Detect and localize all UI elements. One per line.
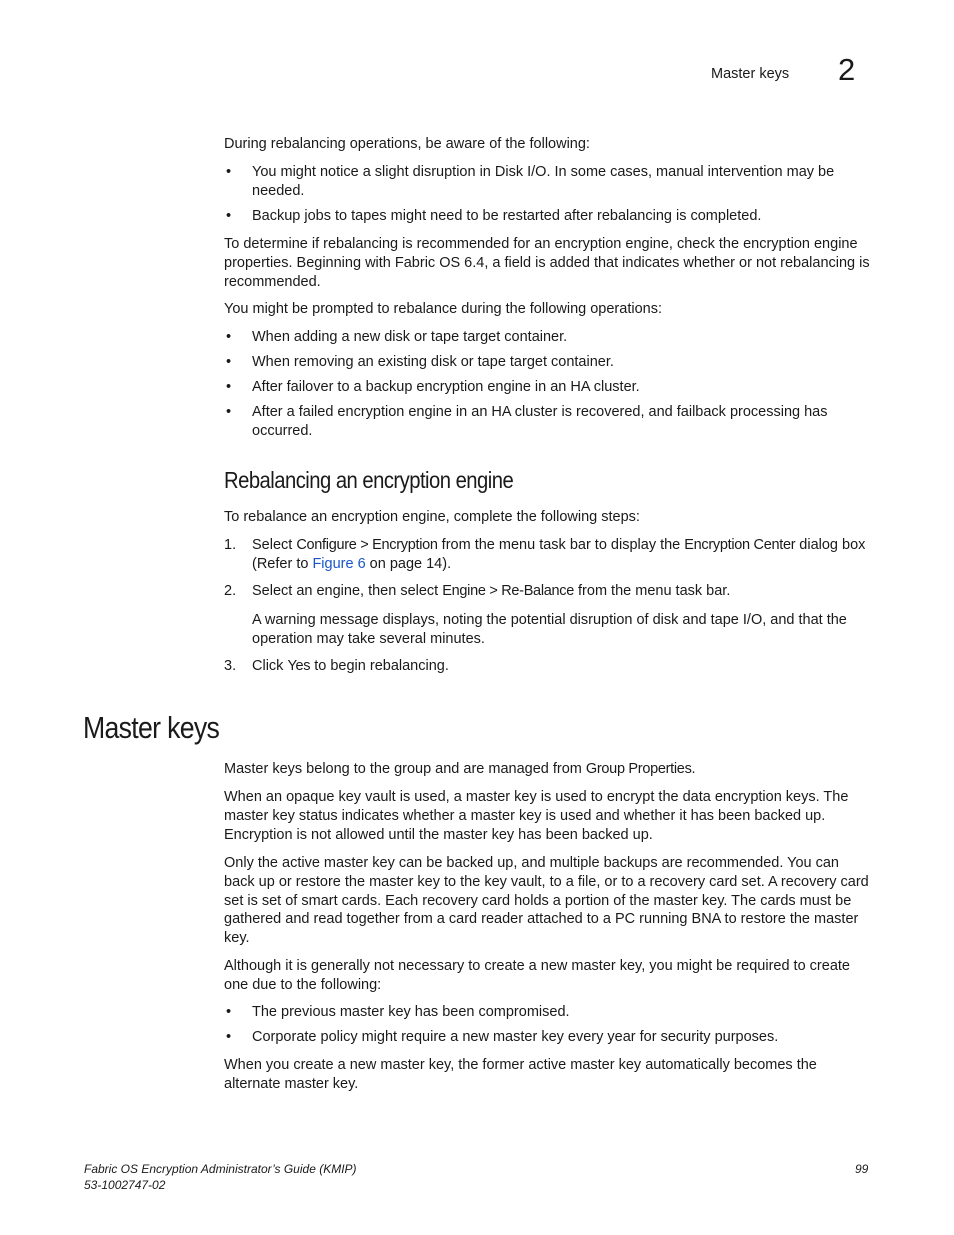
bullet-list	[224, 403, 872, 441]
bullet-list-cont	[224, 207, 872, 226]
step-2	[224, 582, 872, 601]
step-text: to begin rebalancing.	[310, 658, 449, 674]
step-text: Click	[252, 658, 288, 674]
bullet-list	[224, 353, 872, 372]
paragraph-block	[224, 508, 872, 527]
header-section-title: Master keys	[711, 66, 790, 82]
figure-link[interactable]: Figure 6	[312, 555, 366, 572]
header-chapter-number: 2	[838, 52, 856, 87]
menu-command: Engine > Re-Balance	[442, 583, 574, 599]
step-number: 1.	[224, 537, 237, 553]
menu-command: Configure > Encryption	[296, 537, 438, 553]
footer-doc-number: 53-1002747-02	[84, 1178, 166, 1192]
paragraph-block	[224, 854, 872, 948]
list-item: • The previous master key has been compromised.	[224, 1003, 872, 1022]
punctuation: .	[691, 761, 696, 777]
button-name: Yes	[287, 658, 311, 674]
step-number: 2.	[224, 583, 237, 599]
bullet-list	[224, 1003, 872, 1022]
paragraph: Only the active master key can be backed up, and multiple backups are recommended. You can back up or restore the master key to the key vault, to a file, or to a recovery card set. A recovery card set is set of smart cards. Each recovery card holds a portion of the master key. The cards must be gathered and read together from a card reader attached to a PC running BNA to restore the master key.	[224, 855, 869, 947]
step-text: dialog box (Refer to	[252, 537, 866, 572]
paragraph-block	[224, 788, 872, 844]
paragraph: You might be prompted to rebalance during the following operations:	[224, 301, 662, 317]
step-note: A warning message displays, noting the potential disruption of disk and tape I/O, and that the operation may take several minutes.	[252, 612, 847, 647]
step-2-note	[224, 611, 872, 649]
step-number: 3.	[224, 658, 237, 674]
paragraph: To rebalance an encryption engine, complete the following steps:	[224, 509, 640, 525]
list-item: • Backup jobs to tapes might need to be restarted after rebalancing is completed.	[224, 207, 872, 226]
step-3	[224, 657, 872, 676]
paragraph-block	[224, 760, 872, 779]
step-text: from the menu task bar.	[574, 583, 731, 599]
paragraph: Although it is generally not necessary to create a new master key, you might be required to create one due to the following:	[224, 958, 850, 993]
page-number: 99	[855, 1162, 869, 1176]
dialog-name: Group Properties	[585, 761, 692, 777]
step-text: on page 14).	[365, 555, 452, 572]
list-item: • When adding a new disk or tape target container.	[224, 328, 872, 347]
paragraph-block	[224, 235, 872, 291]
paragraph: To determine if rebalancing is recommended for an encryption engine, check the encryption engine properties. Beginning with Fabric OS 6.4, a field is added that indicates whether or not rebalancing is recommended.	[224, 236, 870, 290]
step-text: from the menu task bar to display the	[437, 537, 685, 553]
bullet-list	[224, 328, 872, 347]
bullet-list	[224, 378, 872, 397]
rebalance-intro	[224, 135, 872, 154]
bullet-list	[224, 1028, 872, 1047]
dialog-name: Encryption Center	[684, 537, 796, 553]
list-item: • When removing an existing disk or tape target container.	[224, 353, 872, 372]
list-item: • After failover to a backup encryption engine in an HA cluster.	[224, 378, 872, 397]
paragraph-block	[224, 957, 872, 995]
step-text: Select	[252, 537, 297, 553]
paragraph: Master keys belong to the group and are managed from	[224, 761, 586, 777]
step-1	[224, 536, 872, 574]
list-item: • Corporate policy might require a new master key every year for security purposes.	[224, 1028, 872, 1047]
paragraph-block	[224, 300, 872, 319]
chapter-heading: Master keys	[83, 710, 220, 745]
paragraph-block	[224, 1056, 872, 1094]
list-item: • You might notice a slight disruption in Disk I/O. In some cases, manual intervention may be needed.	[224, 163, 872, 201]
list-item: • After a failed encryption engine in an HA cluster is recovered, and failback processing has occurred.	[224, 403, 872, 441]
bullet-list	[224, 163, 872, 201]
paragraph: When you create a new master key, the former active master key automatically becomes the alternate master key.	[224, 1057, 817, 1092]
paragraph: When an opaque key vault is used, a master key is used to encrypt the data encryption keys. The master key status indicates whether a master key is used and whether it has been backed up. Encryption is not allowed until the master key has been backed up.	[224, 789, 849, 843]
paragraph: During rebalancing operations, be aware of the following:	[224, 136, 590, 152]
footer-title: Fabric OS Encryption Administrator’s Guide (KMIP)	[84, 1162, 357, 1176]
step-text: Select an engine, then select	[252, 583, 443, 599]
section-heading: Rebalancing an encryption engine	[224, 467, 514, 493]
